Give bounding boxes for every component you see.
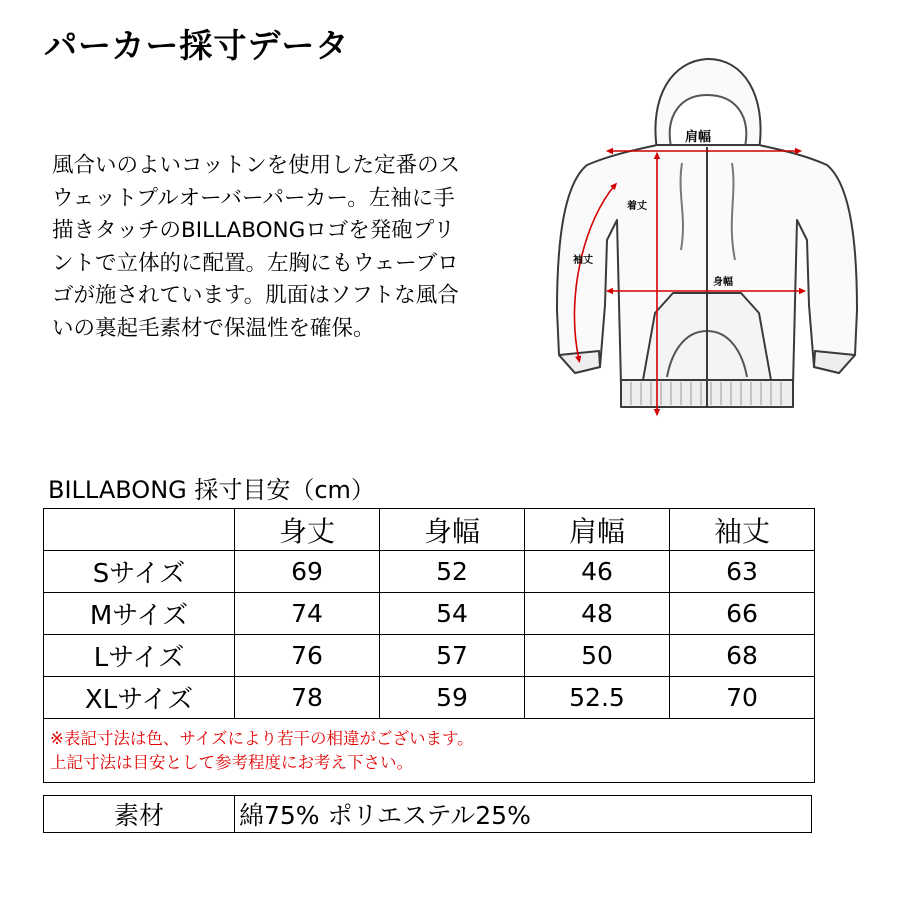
body-width-label: 身幅 xyxy=(713,277,733,288)
product-description xyxy=(52,150,532,345)
table-row xyxy=(44,635,815,677)
table-cell: 68 xyxy=(670,635,815,677)
table-cell: 50 xyxy=(525,635,670,677)
table-cell: 59 xyxy=(380,677,525,719)
size-label: XLサイズ xyxy=(44,677,235,719)
header-cell: 身幅 xyxy=(380,509,525,551)
table-row xyxy=(44,677,815,719)
description-line: 風合いのよいコットンを使用した定番のス xyxy=(52,153,461,178)
note-line: 上記寸法は目安として参考程度にお考え下さい。 xyxy=(50,752,413,772)
material-value: 綿75% ポリエステル25% xyxy=(235,796,812,833)
length-label: 着丈 xyxy=(627,201,647,212)
material-table xyxy=(43,795,812,833)
header-cell: 肩幅 xyxy=(525,509,670,551)
table-cell: 69 xyxy=(235,551,380,593)
table-cell: 76 xyxy=(235,635,380,677)
table-header-row xyxy=(44,509,815,551)
table-row xyxy=(44,593,815,635)
size-table xyxy=(43,508,815,783)
description-line: 描きタッチのBILLABONGロゴを発砲プリ xyxy=(52,218,455,243)
table-cell: 46 xyxy=(525,551,670,593)
material-row xyxy=(44,796,812,833)
table-cell: 48 xyxy=(525,593,670,635)
table-row xyxy=(44,551,815,593)
material-label: 素材 xyxy=(44,796,235,833)
page-title: パーカー採寸データ xyxy=(44,26,350,65)
table-cell: 52 xyxy=(380,551,525,593)
size-label: Sサイズ xyxy=(44,551,235,593)
size-notes xyxy=(44,719,815,783)
sleeve-label: 袖丈 xyxy=(573,255,593,266)
description-line: ウェットプルオーバーパーカー。左袖に手 xyxy=(52,185,455,211)
size-label: Lサイズ xyxy=(44,635,235,677)
header-cell: 身丈 xyxy=(235,509,380,551)
header-cell: 袖丈 xyxy=(670,509,815,551)
note-line: ※表記寸法は色、サイズにより若干の相違がございます。 xyxy=(50,728,474,748)
table-cell: 52.5 xyxy=(525,677,670,719)
size-table-title: BILLABONG 採寸目安（cm） xyxy=(48,476,375,504)
table-cell: 57 xyxy=(380,635,525,677)
table-cell: 66 xyxy=(670,593,815,635)
description-line: いの裏起毛素材で保温性を確保。 xyxy=(52,315,375,341)
table-cell: 70 xyxy=(670,677,815,719)
table-cell: 78 xyxy=(235,677,380,719)
description-line: ゴが施されています。肌面はソフトな風合 xyxy=(52,283,459,308)
table-cell: 63 xyxy=(670,551,815,593)
hoodie-measurement-diagram xyxy=(545,55,875,425)
table-cell: 74 xyxy=(235,593,380,635)
shoulder-label: 肩幅 xyxy=(685,130,712,145)
table-cell: 54 xyxy=(380,593,525,635)
size-label: Mサイズ xyxy=(44,593,235,635)
notes-row xyxy=(44,719,815,783)
header-cell-empty xyxy=(44,509,235,551)
description-line: ントで立体的に配置。左胸にもウェーブロ xyxy=(52,250,459,276)
